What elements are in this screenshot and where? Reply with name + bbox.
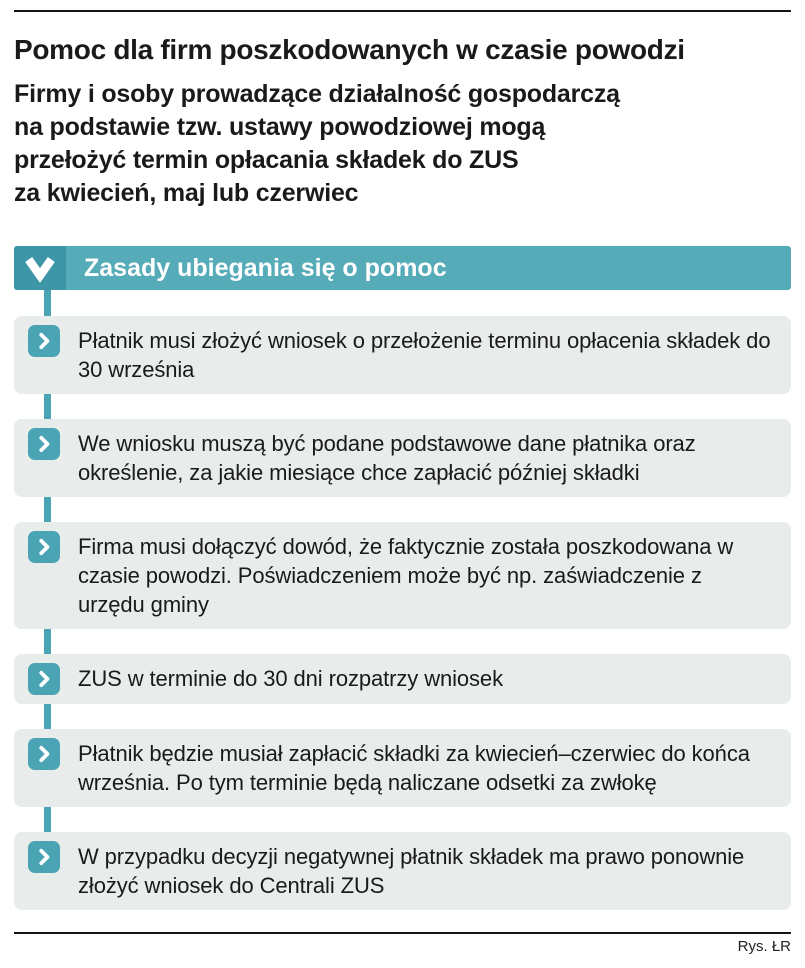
lead-paragraph — [14, 78, 791, 210]
lead-line: Firmy i osoby prowadzące działalność gospodarczą — [14, 80, 620, 108]
chevron-right-icon — [28, 738, 60, 770]
footer — [14, 932, 791, 955]
lead-line: za kwiecień, maj lub czerwiec — [14, 179, 359, 207]
lead-line: na podstawie tzw. ustawy powodziowej mogą — [14, 113, 546, 141]
list-item — [14, 729, 791, 807]
chevron-right-icon — [28, 325, 60, 357]
page-title: Pomoc dla firm poszkodowanych w czasie powodzi — [14, 34, 685, 65]
list-item-text: W przypadku decyzji negatywnej płatnik składek ma prawo ponownie złożyć wniosek do Centrali ZUS — [78, 844, 745, 898]
list-item-text: Płatnik musi złożyć wniosek o przełożenie terminu opłacenia składek do 30 września — [78, 328, 771, 382]
list-item — [14, 832, 791, 910]
list-item — [14, 522, 791, 629]
lead-line: przełożyć termin opłacania składek do ZUS — [14, 146, 519, 174]
chevron-right-icon — [28, 663, 60, 695]
chevron-down-icon — [14, 246, 66, 290]
list-item — [14, 654, 791, 704]
rules-list — [14, 316, 791, 910]
list-item-text: Firma musi dołączyć dowód, że faktycznie została poszkodowana w czasie powodzi. Poświadczeniem może być np. zaświadczenie z urzędu gminy — [78, 534, 734, 617]
credit-text: Rys. ŁR — [737, 938, 791, 955]
infographic — [0, 10, 805, 955]
list-item-text: We wniosku muszą być podane podstawowe dane płatnika oraz określenie, za jakie miesiące chce zapłacić później składki — [78, 431, 696, 485]
list-item — [14, 419, 791, 497]
chevron-right-icon — [28, 531, 60, 563]
chevron-right-icon — [28, 428, 60, 460]
list-item-text: ZUS w terminie do 30 dni rozpatrzy wniosek — [78, 666, 503, 691]
list-item — [14, 316, 791, 394]
section-title: Zasady ubiegania się o pomoc — [84, 254, 447, 282]
list-item-text: Płatnik będzie musiał zapłacić składki za kwiecień–czerwiec do końca września. Po tym terminie będą naliczane odsetki za zwłokę — [78, 741, 750, 795]
chevron-right-icon — [28, 841, 60, 873]
section-header — [14, 246, 791, 290]
top-divider — [14, 10, 791, 12]
